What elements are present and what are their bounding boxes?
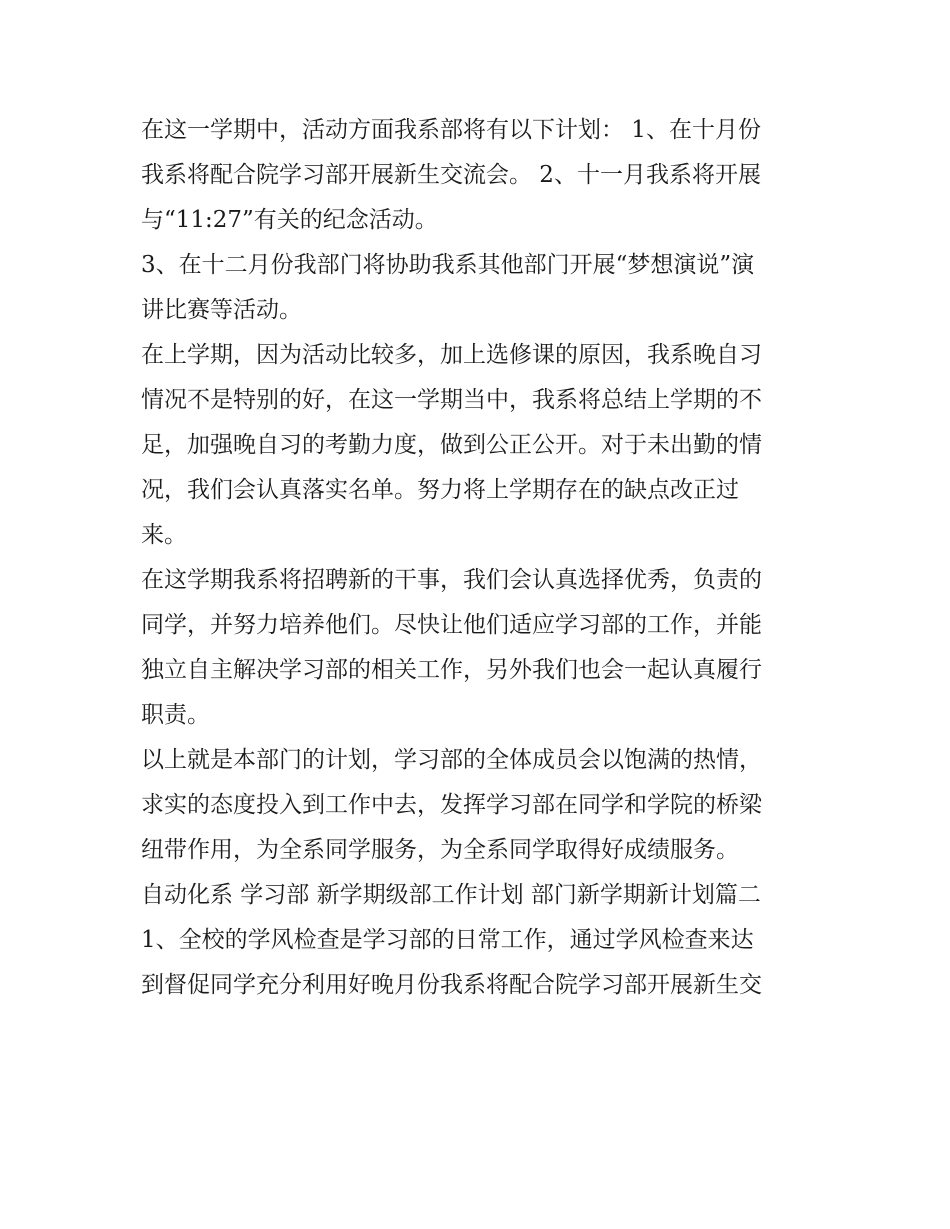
- text-line: 来。: [141, 522, 187, 548]
- text-line: 在这一学期中，活动方面我系部将有以下计划： 1、在十月份: [141, 117, 761, 143]
- text-line: 与“11:27”有关的纪念活动。: [141, 207, 438, 233]
- text-line: 1、全校的学风检查是学习部的日常工作，通过学风检查来达: [141, 927, 754, 953]
- paragraph-evening-study: [141, 333, 821, 558]
- text-line: 求实的态度投入到工作中去，发挥学习部在同学和学院的桥梁: [141, 792, 762, 818]
- text-line: 在上学期，因为活动比较多，加上选修课的原因，我系晚自习: [141, 342, 762, 368]
- paragraph-study-inspection: [141, 918, 821, 1008]
- text-line: 情况不是特别的好，在这一学期当中，我系将总结上学期的不: [141, 387, 762, 413]
- text-line: 独立自主解决学习部的相关工作，另外我们也会一起认真履行: [141, 657, 762, 683]
- text-line: 自动化系 学习部 新学期级部工作计划 部门新学期新计划篇二: [141, 882, 761, 908]
- paragraph-activity-plan: [141, 108, 821, 243]
- text-line: 我系将配合院学习部开展新生交流会。 2、十一月我系将开展: [141, 162, 761, 188]
- document-body: [141, 108, 821, 1008]
- text-line: 在这学期我系将招聘新的干事，我们会认真选择优秀，负责的: [141, 567, 762, 593]
- text-line: 到督促同学充分利用好晚月份我系将配合院学习部开展新生交: [141, 972, 762, 998]
- text-line: 同学，并努力培养他们。尽快让他们适应学习部的工作，并能: [141, 612, 762, 638]
- text-line: 足，加强晚自习的考勤力度，做到公正公开。对于未出勤的情: [141, 432, 762, 458]
- text-line: 纽带作用，为全系同学服务，为全系同学取得好成绩服务。: [141, 837, 739, 863]
- text-line: 以上就是本部门的计划，学习部的全体成员会以饱满的热情，: [141, 747, 762, 773]
- paragraph-december-plan: [141, 243, 821, 333]
- text-line: 3、在十二月份我部门将协助我系其他部门开展“梦想演说”演: [141, 252, 755, 278]
- text-line: 况，我们会认真落实名单。努力将上学期存在的缺点改正过: [141, 477, 739, 503]
- section-heading: [141, 873, 821, 918]
- text-line: 职责。: [141, 702, 210, 728]
- paragraph-summary: [141, 738, 821, 873]
- text-line: 讲比赛等活动。: [141, 297, 302, 323]
- paragraph-recruitment: [141, 558, 821, 738]
